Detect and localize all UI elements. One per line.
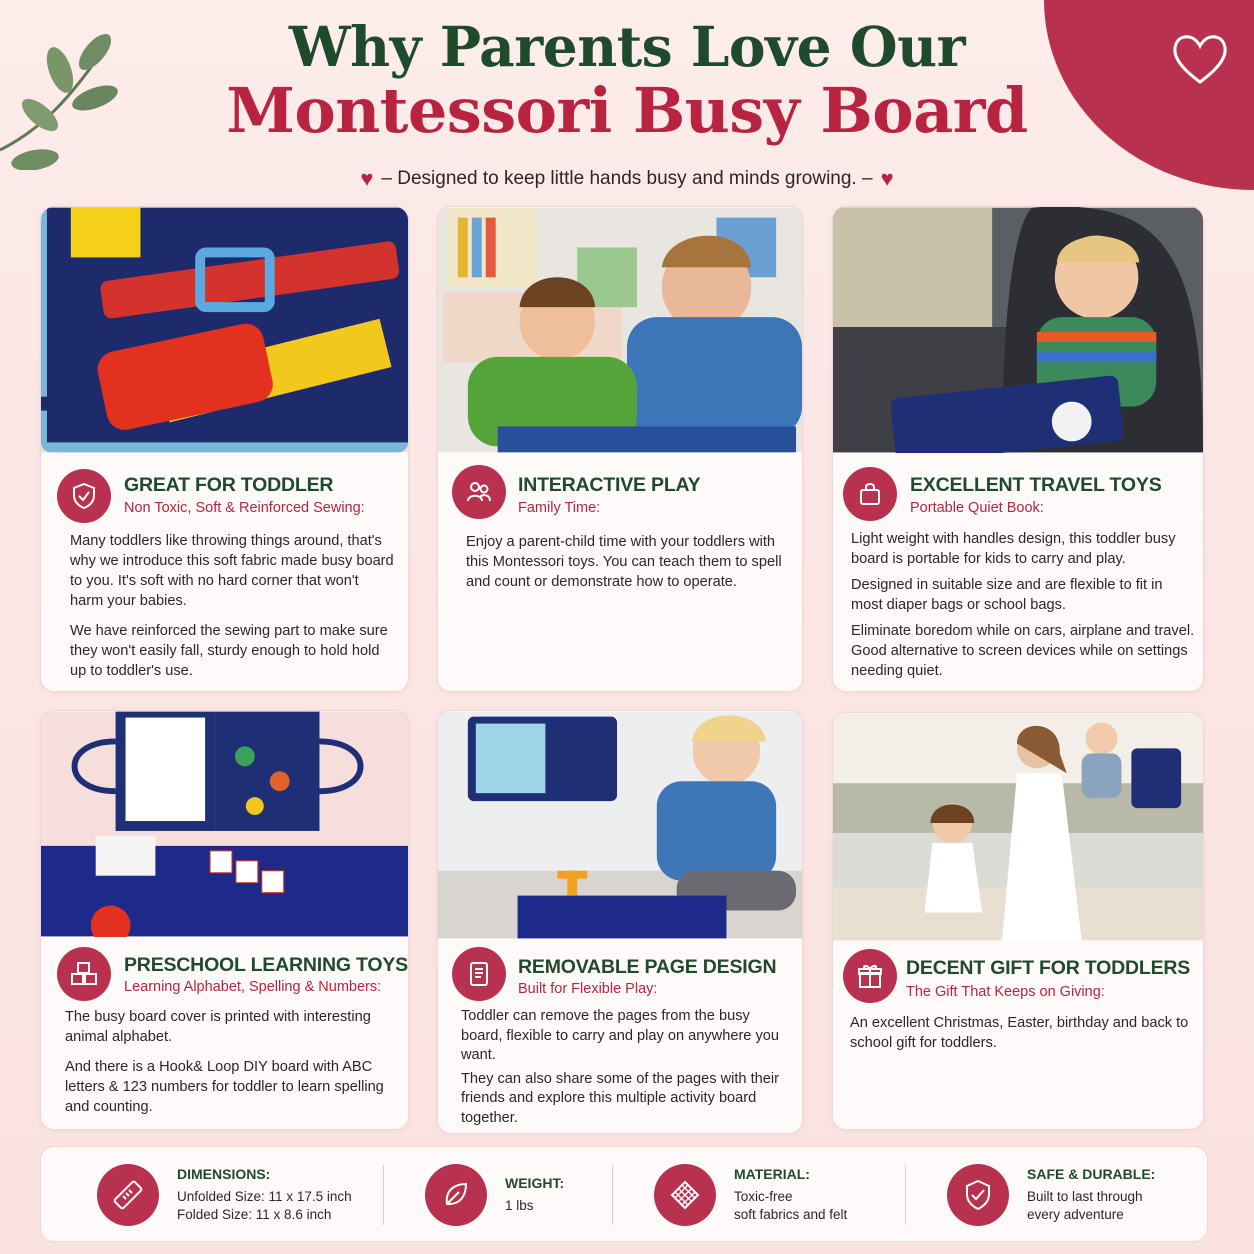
page-icon [464,959,494,989]
spec-icon [425,1164,487,1226]
shield-check-icon [69,481,99,511]
card-title: INTERACTIVE PLAY [518,474,701,496]
busy-board-buckles-image [41,207,408,453]
card-paragraph: We have reinforced the sewing part to make sure they won't easily fall, sturdy enough to hold hold up to toddler's use. [70,623,388,679]
card-title: PRESCHOOL LEARNING TOYS [124,954,408,976]
spec-value: Built to last through [1027,1189,1143,1204]
spec-value: every adventure [1027,1207,1124,1222]
card-title: GREAT FOR TODDLER [124,474,334,496]
spec-material [654,1147,847,1243]
page-title-line1: Why Parents Love Our [288,14,966,79]
card-icon [57,947,111,1001]
mother-children-beach-image [833,713,1203,941]
card-body [70,531,395,691]
spec-dimensions [97,1147,352,1243]
card-paragraph: Many toddlers like throwing things around, that's why we introduce this soft fabric made busy board to you. It's soft with no hard corner that won't harm your babies. [70,533,394,609]
feature-card-learning [40,710,409,1130]
spec-weight [425,1147,564,1243]
feature-card-removable [437,710,803,1134]
tagline [0,166,1254,192]
feature-card-interactive [437,206,803,692]
spec-icon [654,1164,716,1226]
card-icon [843,467,897,521]
feature-card-gift [832,712,1204,1130]
divider [612,1165,613,1225]
spec-icon [947,1164,1009,1226]
spec-label: DIMENSIONS: [177,1166,271,1182]
divider [383,1165,384,1225]
card-paragraph: Light weight with handles design, this toddler busy board is portable for kids to carry and play. [851,531,1176,567]
fabric-icon [668,1178,702,1212]
car-seat-child-image [833,207,1203,453]
spec-label: WEIGHT: [505,1175,565,1191]
card-paragraph: Eliminate boredom while on cars, airplane and travel. Good alternative to screen devices while on settings needing quiet. [851,623,1195,679]
card-icon [452,465,506,519]
card-paragraph: The busy board cover is printed with interesting animal alphabet. [65,1009,371,1045]
card-paragraph: Designed in suitable size and are flexible to fit in most diaper bags or school bags. [851,577,1163,613]
spec-value: Toxic-free [734,1189,793,1204]
spec-value: Folded Size: 11 x 8.6 inch [177,1207,332,1222]
card-paragraph: Enjoy a parent-child time with your toddlers with this Montessori toys. You can teach them to spell and count or demonstrate how to operate. [466,534,782,590]
card-paragraph: An excellent Christmas, Easter, birthday and back to school gift for toddlers. [850,1015,1189,1051]
page-title-line2: Montessori Busy Board [226,74,1028,147]
bag-icon [855,479,885,509]
card-body [850,1013,1190,1063]
leaf-icon [439,1178,473,1212]
card-title: EXCELLENT TRAVEL TOYS [910,474,1162,496]
card-body [461,1007,791,1134]
gift-icon [855,961,885,991]
abc-blocks-icon [69,959,99,989]
card-paragraph: And there is a Hook& Loop DIY board with ABC letters & 123 numbers for toddler to learn spelling and counting. [65,1059,384,1115]
divider [905,1165,906,1225]
card-paragraph: Toddler can remove the pages from the busy board, flexible to carry and play on anywhere you want. [461,1008,780,1063]
feature-card-toddler [40,206,409,692]
spec-value: 1 lbs [505,1198,534,1213]
card-subtitle: Non Toxic, Soft & Reinforced Sewing: [124,500,365,516]
heart-icon: ♥ [880,166,894,191]
card-subtitle: Portable Quiet Book: [910,500,1044,516]
card-body [851,529,1196,691]
heart-icon: ♥ [360,166,374,191]
specs-bar [40,1146,1208,1242]
spec-safe-durable [947,1147,1155,1243]
card-body [65,1007,395,1127]
card-icon [452,947,506,1001]
card-subtitle: Family Time: [518,500,601,516]
alphabet-board-image [41,711,408,937]
card-body [466,532,791,602]
shield-check-icon [961,1178,995,1212]
parent-child-play-image [438,207,802,453]
card-subtitle: Learning Alphabet, Spelling & Numbers: [124,979,382,995]
ruler-icon [111,1178,145,1212]
spec-value: Unfolded Size: 11 x 17.5 inch [177,1189,352,1204]
tagline-text: – Designed to keep little hands busy and minds growing. – [381,168,873,189]
spec-value: soft fabrics and felt [734,1207,848,1222]
card-title: DECENT GIFT FOR TODDLERS [906,957,1191,979]
card-subtitle: The Gift That Keeps on Giving: [906,984,1105,1000]
card-icon [57,469,111,523]
card-paragraph: They can also share some of the pages with their friends and explore this multiple activity board together. [461,1070,779,1126]
girl-playing-board-image [438,711,802,939]
card-title: REMOVABLE PAGE DESIGN [518,956,777,978]
spec-label: SAFE & DURABLE: [1027,1166,1156,1182]
feature-card-travel [832,206,1204,692]
card-icon [843,949,897,1003]
spec-label: MATERIAL: [734,1166,810,1182]
spec-icon [97,1164,159,1226]
people-icon [464,477,494,507]
card-subtitle: Built for Flexible Play: [518,981,658,997]
